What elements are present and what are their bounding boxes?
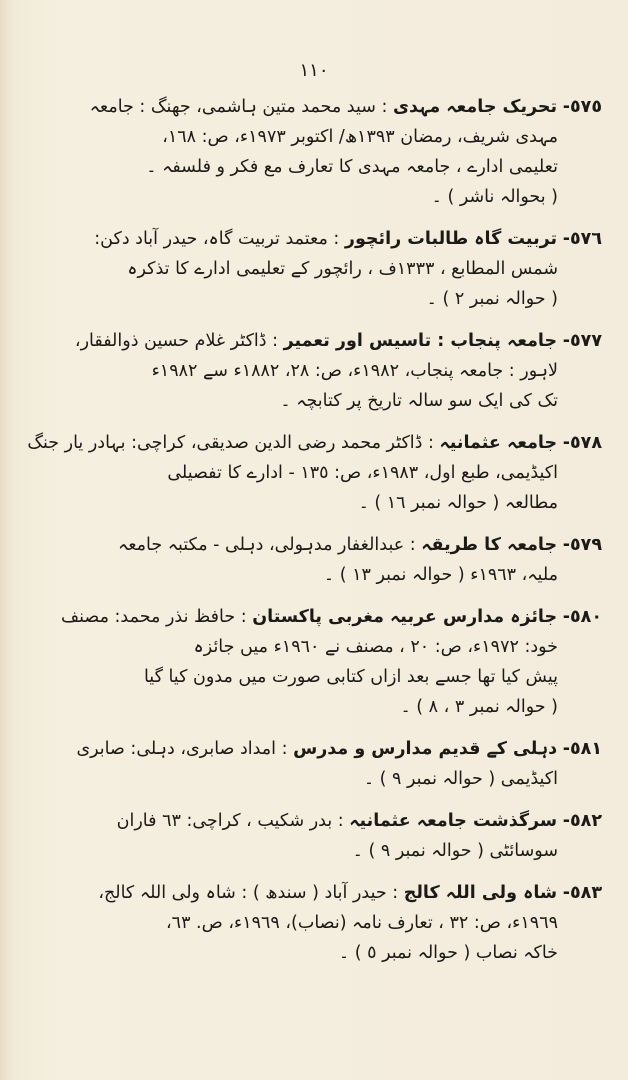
entry-text: : معتمد تربیت گاہ، حیدر آباد دکن: [94,229,340,249]
bibliography-entry [22,734,602,794]
entry-title: دہلی کے قدیم مدارس و مدرس [293,739,558,759]
bibliography-entry [22,92,602,212]
entry-title: جامعہ عثمانیہ [439,433,558,453]
entry-text-line: تک کی ایک سو سالہ تاریخ پر کتابچہ ۔ [280,391,558,411]
entry-title: جامعہ پنجاب : تاسیس اور تعمیر [283,331,558,351]
entry-text-line: لاہور : جامعہ پنجاب، ١٩٨٢ء، ص: ٢٨، ١٨٨٢ء سے ١٩٨٢ء [151,361,558,381]
entry-number: ٥٨٣- [562,883,602,903]
entry-text-line: تعلیمی ادارے ، جامعہ مہدی کا تعارف مع فکر و فلسفہ ۔ [146,157,558,177]
entry-first-line [22,602,602,632]
entry-title: تحریک جامعہ مہدی [392,97,558,117]
entry-text: : ڈاکٹر محمد رضی الدین صدیقی، کراچی: بہادر یار جنگ [27,433,434,453]
bibliography-entries [22,92,602,980]
entry-text-line: ( حوالہ نمبر ٣ ، ٨ ) ۔ [400,697,558,717]
bibliography-entry [22,428,602,518]
entry-text: : عبدالغفار مدہولی، دہلی - مکتبہ جامعہ [117,535,416,555]
entry-text-line: مہدی شریف، رمضان ١٣٩٣ھ/ اکتوبر ١٩٧٣ء، ص: ١٦٨، [162,127,558,147]
entry-first-line [22,878,602,908]
entry-number: ٥٨٢- [562,811,602,831]
entry-title: جائزہ مدارس عربیہ مغربی پاکستان [252,607,558,627]
entry-number: ٥٧٩- [562,535,602,555]
entry-first-line [22,224,602,254]
entry-text-line: ( بحوالہ ناشر ) ۔ [431,187,558,207]
entry-text-line: ملیہ، ١٩٦٣ء ( حوالہ نمبر ١٣ ) ۔ [323,565,558,585]
entry-number: ٥٨١- [562,739,602,759]
entry-title: شاہ ولی اللہ کالج [403,883,558,903]
bibliography-entry [22,326,602,416]
entry-first-line [22,326,602,356]
entry-first-line [22,428,602,458]
entry-text-line: ( حوالہ نمبر ٢ ) ۔ [426,289,558,309]
bibliography-entry [22,602,602,722]
entry-text-line: سوسائٹی ( حوالہ نمبر ٩ ) ۔ [352,841,558,861]
bibliography-entry [22,878,602,968]
entry-text-line: اکیڈیمی، طبع اول، ١٩٨٣ء، ص: ١٣٥ - ادارے کا تفصیلی [167,463,558,483]
entry-title: سرگذشت جامعہ عثمانیہ [349,811,558,831]
entry-text: : بدر شکیب ، کراچی: ٦٣ فاران [116,811,344,831]
bibliography-entry [22,806,602,866]
entry-text-line: اکیڈیمی ( حوالہ نمبر ٩ ) ۔ [363,769,558,789]
entry-text: : امداد صابری، دہلی: صابری [76,739,288,759]
entry-number: ٥٧٥- [562,97,602,117]
entry-first-line [22,806,602,836]
entry-text-line: خود: ١٩٧٢ء، ص: ٢٠ ، مصنف نے ١٩٦٠ء میں جائزہ [193,637,558,657]
entry-title: تربیت گاہ طالبات رائچور [344,229,558,249]
entry-first-line [22,734,602,764]
entry-first-line [22,92,602,122]
entry-first-line [22,530,602,560]
bibliography-entry [22,530,602,590]
entry-text: : حیدر آباد ( سندھ ) : شاہ ولی اللہ کالج، [98,883,399,903]
entry-number: ٥٧٨- [562,433,602,453]
entry-text-line: ١٩٦٩ء، ص: ٣٢ ، تعارف نامہ (نصاب)، ١٩٦٩ء، ص. ٦٣، [166,913,558,933]
entry-text: : سید محمد متین ہاشمی، جھنگ : جامعہ [89,97,388,117]
entry-text-line: خاکہ نصاب ( حوالہ نمبر ٥ ) ۔ [338,943,558,963]
entry-number: ٥٧٦- [562,229,602,249]
entry-text: : ڈاکٹر غلام حسین ذوالفقار، [74,331,279,351]
entry-number: ٥٧٧- [562,331,602,351]
entry-text-line: شمس المطابع ، ١٣٣٣ف ، رائچور کے تعلیمی ادارے کا تذکرہ [127,259,558,279]
entry-number: ٥٨٠- [562,607,602,627]
entry-text-line: مطالعہ ( حوالہ نمبر ١٦ ) ۔ [358,493,558,513]
bibliography-entry [22,224,602,314]
page-number: ١١٠ [299,60,329,81]
entry-title: جامعہ کا طریقہ [421,535,558,555]
entry-text-line: پیش کیا تھا جسے بعد ازاں کتابی صورت میں مدون کیا گیا [143,667,558,687]
entry-text: : حافظ نذر محمد: مصنف [61,607,247,627]
